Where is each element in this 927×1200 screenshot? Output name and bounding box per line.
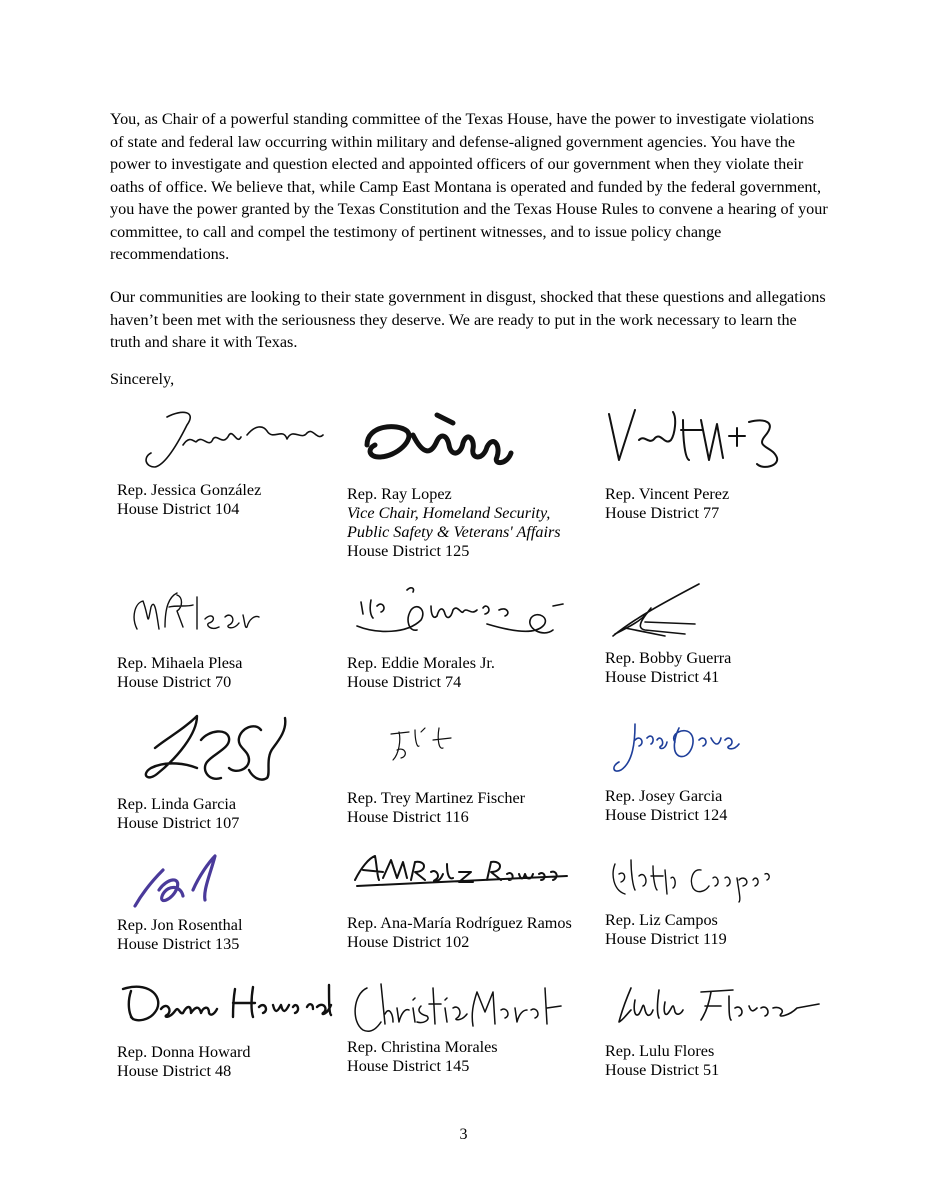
signatory-name: Rep. Lulu Flores	[605, 1042, 715, 1060]
signatory-name: Rep. Ana-María Rodríguez Ramos	[347, 914, 572, 932]
signatory-name: Rep. Trey Martinez Fischer	[347, 789, 526, 807]
signatory-district: House District 70	[117, 673, 232, 691]
signatory-name: Rep. Donna Howard	[117, 1043, 251, 1061]
handwritten-signature	[347, 850, 577, 895]
signatory-role: Vice Chair, Homeland Security,	[347, 504, 551, 522]
signatory-name: Rep. Vincent Perez	[605, 485, 730, 503]
signatory-district: House District 41	[605, 668, 720, 686]
handwritten-signature	[127, 850, 237, 915]
handwritten-signature	[117, 975, 337, 1030]
signatory-district: House District 48	[117, 1062, 232, 1080]
handwritten-signature	[117, 577, 267, 652]
signatory-name: Rep. Mihaela Plesa	[117, 654, 243, 672]
body-paragraph-1: You, as Chair of a powerful standing committee of the Texas House, have the power to investigate violations of state and federal law occurring within military and defense-aligned government agencies. You have the power to investigate and question elected and appointed officers of our government when they violate their oaths of office. We believe that, while Camp East Montana is operated and funded by the federal government, you have the power granted by the Texas Constitution and the Texas House Rules to convene a hearing of your committee, to call and compel the testimony of pertinent witnesses, and to issue policy change recommendations.	[110, 110, 828, 263]
signatory-district: House District 145	[347, 1057, 470, 1075]
closing-salutation: Sincerely,	[110, 370, 175, 388]
handwritten-signature	[605, 400, 785, 480]
signatory-district: House District 104	[117, 500, 240, 518]
handwritten-signature	[605, 980, 825, 1035]
handwritten-signature	[137, 405, 327, 480]
signatory-district: House District 135	[117, 935, 240, 953]
page-number: 3	[459, 1126, 468, 1143]
signatory-name: Rep. Josey Garcia	[605, 787, 723, 805]
signatory-name: Rep. Jon Rosenthal	[117, 916, 243, 934]
signatory-district: House District 74	[347, 673, 462, 691]
signatory-name: Rep. Linda Garcia	[117, 795, 237, 813]
signatory-district: House District 124	[605, 806, 728, 824]
signatory-district: House District 107	[117, 814, 240, 832]
signatory-name: Rep. Ray Lopez	[347, 485, 452, 503]
signatory-district: House District 77	[605, 504, 720, 522]
signatory-name: Rep. Bobby Guerra	[605, 649, 732, 667]
signatory-district: House District 102	[347, 933, 470, 951]
handwritten-signature	[387, 720, 497, 770]
handwritten-signature	[347, 978, 567, 1038]
handwritten-signature	[605, 578, 715, 648]
signatory-name: Rep. Christina Morales	[347, 1038, 498, 1056]
handwritten-signature	[357, 405, 517, 475]
signatory-district: House District 51	[605, 1061, 720, 1079]
signatory-district: House District 125	[347, 542, 470, 560]
handwritten-signature	[347, 580, 577, 650]
handwritten-signature	[605, 850, 775, 905]
handwritten-signature	[137, 708, 307, 793]
signatory-district: House District 116	[347, 808, 469, 826]
signatory-district: House District 119	[605, 930, 727, 948]
signatory-role: Public Safety & Veterans' Affairs	[347, 523, 561, 541]
signatory-name: Rep. Jessica González	[117, 481, 262, 499]
handwritten-signature	[605, 712, 745, 782]
signatory-name: Rep. Eddie Morales Jr.	[347, 654, 495, 672]
body-paragraph-2: Our communities are looking to their state government in disgust, shocked that these questions and allegations haven’t been met with the seriousness they deserve. We are ready to put in the work necessary to learn the truth and share it with Texas.	[110, 288, 826, 351]
signatory-name: Rep. Liz Campos	[605, 911, 718, 929]
